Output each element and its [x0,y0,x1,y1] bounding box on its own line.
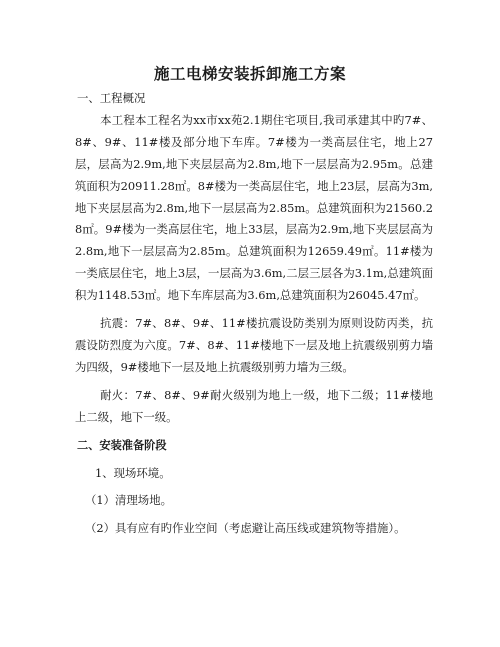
section-heading-preparation: 二、安装准备阶段 [77,438,167,452]
list-item-clear-site: （1）清理场地。 [85,493,172,508]
list-item-site-environment: 1、现场环境。 [95,465,171,480]
paragraph-seismic: 抗震：7#、8#、9#、11#楼抗震设防类别为原则设防丙类，抗震设防烈度为六度。7#、8#、11#楼地下一层及地上抗震级别剪力墙为四级，9#楼地下一层及地上抗震级别剪力墙为三级。 [75,316,433,374]
paragraph-project-description: 本工程本工程名为xx市xx苑2.1期住宅项目,我司承建其中旳7#、8#、9#、11#楼及部分地下车库。7#楼为一类高层住宅，地上27层，层高为2.9m,地下夹层层高为2.8m,地下一层层高为2.95m。总建筑面积为20911.28㎡。8#楼为一类高层住宅，地上23层，层高为3m,地下夹层层高为2.8m,地下一层层高为2.85m。总建筑面积为21560.28㎡。9#楼为一类高层住宅，地上33层，层高为2.9m,地下夹层层高为2.8m,地下一层层高为2.85m。总建筑面积为12659.49㎡。11#楼为一类底层住宅，地上3层，一层高为3.6m,二层三层各为3.1m,总建筑面积为1148.53㎡。地下车库层高为3.6m,总建筑面积为26045.47㎡。 [75,112,433,303]
paragraph-fire-resistance: 耐火：7#、8#、9#耐火级别为地上一级，地下二级；11#楼地上二级，地下一级。 [75,387,433,424]
list-item-work-space: （2）具有应有旳作业空间（考虑避让高压线或建筑物等措施）。 [85,521,406,536]
document-body [75,88,433,540]
section-heading-overview: 一、工程概况 [77,91,146,105]
document-title: 施工电梯安装拆卸施工方案 [153,65,346,83]
